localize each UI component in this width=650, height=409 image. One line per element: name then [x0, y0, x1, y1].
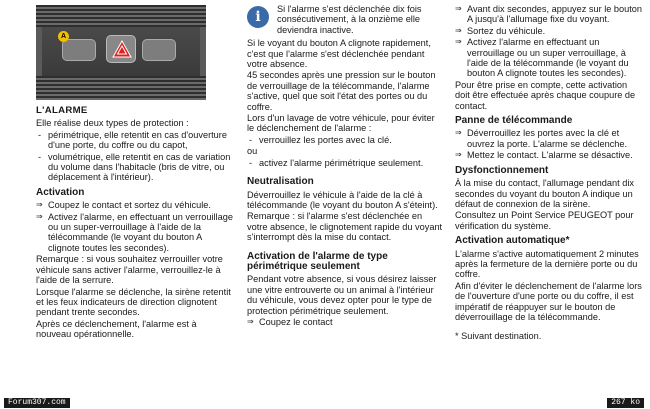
lock-button [142, 39, 176, 61]
info-text: Si l'alarme s'est déclenchée dix fois consécutivement, à la onzième elle deviendra inactive. [277, 4, 422, 35]
air-vent-bottom [36, 76, 206, 100]
bullet-dot-icon: - [249, 157, 253, 168]
auto-activation-title: Activation automatique* [455, 235, 570, 247]
arrow-icon: ⇒ [247, 316, 254, 326]
arrow-icon: ⇒ [455, 128, 462, 138]
arrow-icon: ⇒ [36, 200, 43, 210]
neutralisation-title: Neutralisation [247, 176, 314, 188]
column-3 [455, 4, 643, 343]
footnote: * Suivant destination. [455, 331, 542, 342]
arrow-icon: ⇒ [455, 150, 462, 160]
button-a-callout: A [58, 31, 69, 42]
perimetric-text: Pendant votre absence, si vous désirez laisser une vitre entrouverte ou un animal à l'intérieur du véhicule, vous devez opter pour le type de protection périmétrique seulement. [247, 274, 437, 316]
step-item: ⇒ Coupez le contact et sortez du véhicule. [36, 200, 211, 211]
remark-text: Après ce déclenchement, l'alarme est à nouveau opérationnelle. [36, 318, 197, 340]
neutralisation-text: Déverrouillez le véhicule à l'aide de la clé à télécommande (le voyant du bouton A s'éteint). [247, 189, 438, 210]
perimetric-title: Activation de l'alarme de type périmétrique seulement [247, 250, 388, 272]
info-icon: i [247, 6, 269, 28]
info-box [247, 4, 443, 36]
alarm-button [62, 39, 96, 61]
section-heading-alarm: L'ALARME [36, 105, 88, 116]
auto-activation-text: Afin d'éviter le déclenchement de l'alarme lors de l'ouverture d'une porte ou du coffre, il est impératif de réappuyer sur le bouton de déverrouillage de la télécommande. [455, 280, 642, 322]
remark-text: Remarque : si vous souhaitez verrouiller votre véhicule sans activer l'alarme, verrouillez-le à l'aide de la serrure. [36, 254, 223, 286]
protection-item: - volumétrique, elle retentit en cas de variation du volume dans l'habitacle (bris de vitre, ou déplacement à l'intérieur). [38, 151, 231, 183]
hazard-triangle-icon [112, 40, 132, 58]
step-item: ⇒ Déverrouillez les portes avec la clé et ouvrez la porte. L'alarme se déclenche. [455, 128, 628, 149]
bullet-dot-icon: - [249, 134, 253, 145]
column-2 [247, 4, 443, 328]
dashboard-photo [36, 5, 206, 100]
auto-activation-text: L'alarme s'active automatiquement 2 minutes après la fermeture de la dernière porte ou du coffre. [455, 248, 639, 280]
protection-item: - périmétrique, elle retentit en cas d'ouverture d'une porte, du coffre ou du capot, [38, 129, 227, 151]
bullet-dot-icon: - [38, 151, 42, 162]
step-item: ⇒ Activez l'alarme en effectuant un verrouillage ou un super verrouillage, à l'aide de la télécommande (le voyant du bouton A clignote toutes les secondes). [455, 37, 629, 79]
neutralisation-remark: Remarque : si l'alarme s'est déclenchée en votre absence, le clignotement rapide du voyant s'interrompt dès la mise du contact. [247, 211, 443, 243]
air-vent-top [36, 5, 206, 27]
arrow-icon: ⇒ [455, 25, 462, 35]
site-watermark: Forum307.com [4, 398, 70, 408]
arrow-icon: ⇒ [455, 4, 462, 13]
arrow-icon: ⇒ [36, 211, 43, 221]
page-size-label: 267 ko [607, 398, 644, 408]
activation-title: Activation [36, 186, 85, 198]
step-item: ⇒ Avant dix secondes, appuyez sur le bouton A jusqu'à l'allumage fixe du voyant. [455, 4, 643, 25]
step-item: ⇒ Sortez du véhicule. [455, 25, 546, 36]
step-item: ⇒ Coupez le contact [247, 316, 333, 327]
arrow-icon: ⇒ [455, 37, 462, 47]
step-item: ⇒ Mettez le contact. L'alarme se désactive. [455, 150, 633, 161]
note-text: Pour être prise en compte, cette activation doit être effectuée après chaque coupure de contact. [455, 79, 636, 111]
dysfonction-title: Dysfonctionnement [455, 164, 549, 176]
dysfonction-text: À la mise du contact, l'allumage pendant dix secondes du voyant du bouton A indique un défaut de connexion de la sirène. [455, 178, 634, 209]
remark-text: Lorsque l'alarme se déclenche, la sirène retentit et les feux indicateurs de direction clignotent pendant trente secondes. [36, 286, 231, 318]
footer-bar [0, 397, 650, 409]
paragraph: Si le voyant du bouton A clignote rapidement, c'est que l'alarme s'est déclenchée pendant votre absence. [247, 38, 431, 70]
bullet-dot-icon: - [38, 129, 42, 140]
wash-item: - activez l'alarme périmétrique seulement. [249, 157, 424, 168]
wash-item: - verrouillez les portes avec la clé. [249, 134, 392, 145]
intro-text: Elle réalise deux types de protection : [36, 118, 189, 129]
dysfonction-text: Consultez un Point Service PEUGEOT pour vérification du système. [455, 210, 634, 231]
panne-title: Panne de télécommande [455, 115, 573, 127]
hazard-button [106, 35, 136, 63]
step-item: ⇒ Activez l'alarme, en effectuant un verrouillage ou un super-verrouillage à l'aide de la télécommande (le voyant du bouton A clignote toutes les secondes). [36, 211, 233, 253]
wash-or: ou [247, 146, 258, 157]
column-1 [36, 0, 234, 341]
paragraph: 45 secondes après une pression sur le bouton de verrouillage de la télécommande, l'alarme s'active, quel que soit l'état des portes ou du coffre. [247, 70, 436, 112]
paragraph: Lors d'un lavage de votre véhicule, pour éviter le déclenchement de l'alarme : [247, 113, 435, 134]
